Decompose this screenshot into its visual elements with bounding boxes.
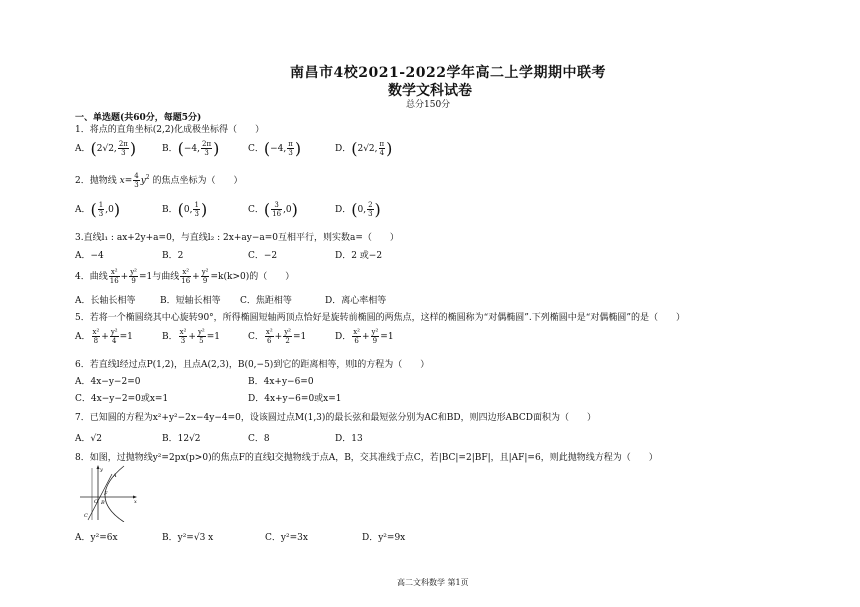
question-5-option-c: C． $\frac{\text{x²}}{6}$ + $\frac{\text{y²}}{2}$ =1 <box>248 328 307 345</box>
question-6-option-a: A．4x−y−2=0 <box>75 377 141 387</box>
question-5-option-b: B． $\frac{\text{x²}}{3}$ + $\frac{\text{y²}}{5}$ =1 <box>162 328 220 345</box>
question-4-stem: 4．曲线 $\frac{\text{x²}}{16}$ + $\frac{\text{y²}}{9}$ =1与曲线 $\frac{\text{x²}}{16}$ + $\frac{\text{y²}}{9}$ =k(k>0)的（ ） <box>75 268 295 285</box>
question-8-option-c: C．y²=3x <box>265 533 308 543</box>
page-footer: 高二文科数学 第1页 <box>397 578 469 587</box>
question-3-option-a: A．−4 <box>75 251 104 261</box>
parabola-figure <box>78 464 140 522</box>
question-1-stem: 1．将点的直角坐标(2,2)化成极坐标得（ ） <box>75 125 265 135</box>
question-6-option-d: D．4x+y−6=0或x=1 <box>248 394 342 404</box>
question-1-option-c: C．(−4, $\frac{\pi}{3}$ ) <box>248 139 302 158</box>
question-2-option-d: D．(0, $\frac{2}{3}$ ) <box>335 200 381 219</box>
question-3-option-b: B．2 <box>162 251 184 261</box>
question-3-option-d: D．2 或−2 <box>335 251 383 261</box>
figure-label-b: B <box>101 500 105 506</box>
page-title: 南昌市4校2021-2022学年高二上学期期中联考 <box>290 65 606 81</box>
question-6-option-c: C．4x−y−2=0或x=1 <box>75 394 169 404</box>
question-7-option-b: B．12√2 <box>162 434 201 444</box>
question-2-option-a: A．( $\frac{1}{3}$ ,0) <box>75 200 121 219</box>
question-7-option-d: D．13 <box>335 434 363 444</box>
question-4-option-b: B．短轴长相等 <box>160 296 221 306</box>
question-4-option-a: A．长轴长相等 <box>75 296 136 306</box>
figure-label-x: x <box>134 499 137 505</box>
figure-label-o: O <box>94 499 99 505</box>
figure-label-y: y <box>100 467 103 473</box>
question-3-option-c: C．−2 <box>248 251 278 261</box>
question-8-option-b: B．y²=√3 x <box>162 533 214 543</box>
question-8-option-a: A．y²=6x <box>75 533 118 543</box>
page-subtitle: 数学文科试卷 <box>388 83 472 99</box>
total-score: 总分150分 <box>406 100 451 110</box>
question-1-option-b: B．(−4, $\frac{2\pi}{3}$ ) <box>162 139 220 158</box>
question-7-option-c: C．8 <box>248 434 270 444</box>
figure-label-a: A <box>113 473 117 479</box>
question-5-option-a: A． $\frac{\text{x²}}{8}$ + $\frac{\text{y²}}{4}$ =1 <box>75 328 133 345</box>
question-1-option-a: A．(2√2, $\frac{2\pi}{3}$ ) <box>75 139 137 158</box>
question-5-option-d: D． $\frac{\text{x²}}{6}$ + $\frac{\text{y²}}{9}$ =1 <box>335 328 394 345</box>
question-7-stem: 7．已知圆的方程为x²+y²−2x−4y−4=0，设该圆过点M(1,3)的最长弦和最短弦分别为AC和BD，则四边形ABCD面积为（ ） <box>75 413 597 423</box>
question-8-stem: 8．如图，过抛物线y²=2px(p>0)的焦点F的直线l交抛物线于点A，B，交其准线于点C，若|BC|=2|BF|，且|AF|=6，则此抛物线方程为（ ） <box>75 453 658 463</box>
question-8-option-d: D．y²=9x <box>362 533 406 543</box>
question-2-stem: 2．抛物线 x= $\frac{4}{3}$ $y^2$ 的焦点坐标为（ ） <box>75 172 243 189</box>
question-5-stem: 5．若将一个椭圆绕其中心旋转90°，所得椭圆短轴两顶点恰好是旋转前椭圆的两焦点，这样的椭圆称为“对偶椭圆”.下列椭圆中是“对偶椭圆”的是（ ） <box>75 313 685 323</box>
question-4-option-c: C．焦距相等 <box>240 296 292 306</box>
figure-label-c: C <box>84 513 88 519</box>
question-6-option-b: B．4x+y−6=0 <box>248 377 314 387</box>
figure-label-f: F <box>104 491 108 497</box>
question-6-stem: 6．若直线l经过点P(1,2)，且点A(2,3)，B(0,−5)到它的距离相等，则l的方程为（ ） <box>75 360 430 370</box>
question-3-stem: 3.直线l₁ : ax+2y+a=0，与直线l₂ : 2x+ay−a=0互相平行，则实数a=（ ） <box>75 233 399 243</box>
question-1-option-d: D．(2√2, $\frac{\pi}{4}$ ) <box>335 139 393 158</box>
question-2-option-c: C．( $\frac{3}{16}$ ,0) <box>248 200 298 219</box>
question-2-option-b: B．(0, $\frac{1}{3}$ ) <box>162 200 208 219</box>
section-heading: 一、单选题(共60分，每题5分) <box>75 113 202 123</box>
question-7-option-a: A．√2 <box>75 434 102 444</box>
question-4-option-d: D．离心率相等 <box>325 296 387 306</box>
